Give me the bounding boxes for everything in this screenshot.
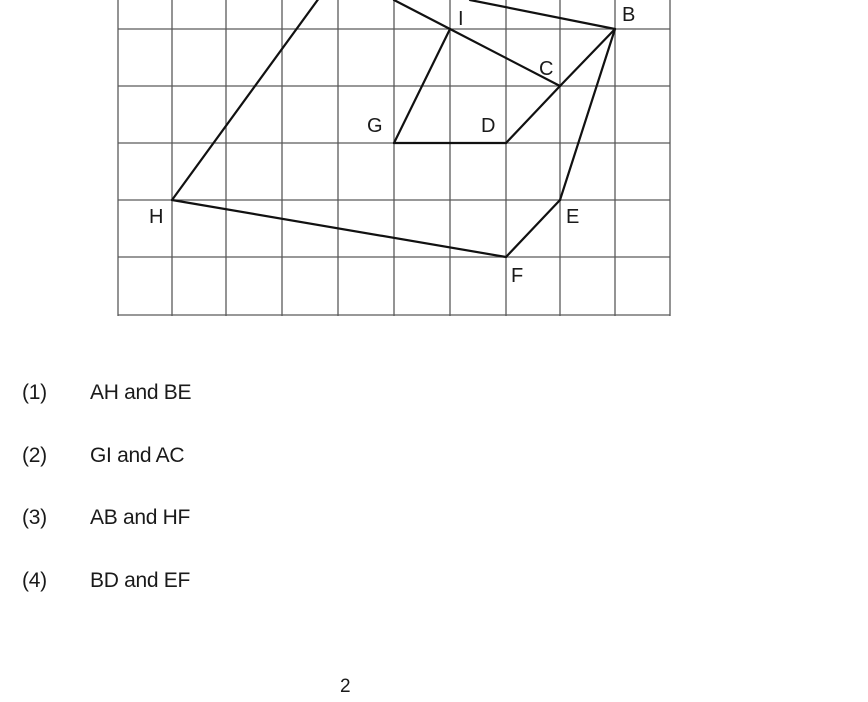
option-number: (4) <box>22 569 47 592</box>
segment-h-f <box>172 200 506 257</box>
grid-figure <box>0 0 868 330</box>
segment-b-e <box>560 29 615 200</box>
label-b: B <box>622 4 636 26</box>
segment-d-c <box>506 86 560 143</box>
option-4[interactable] <box>22 566 190 596</box>
option-2[interactable] <box>22 441 184 471</box>
label-g: G <box>367 115 383 137</box>
option-1[interactable] <box>22 378 191 408</box>
label-d: D <box>481 115 496 137</box>
label-e: E <box>566 206 580 228</box>
segment-to-b <box>470 0 615 29</box>
geometry-diagram <box>0 0 868 330</box>
point-labels <box>149 4 635 287</box>
page-number: 2 <box>340 676 351 697</box>
option-text: AH and BE <box>90 381 192 404</box>
segment-to-i <box>394 0 450 29</box>
segment-h-to-top <box>172 0 322 200</box>
option-text: BD and EF <box>90 569 191 592</box>
label-f: F <box>511 265 524 287</box>
label-i: I <box>458 8 464 30</box>
label-h: H <box>149 206 164 228</box>
option-text: GI and AC <box>90 444 185 467</box>
option-text: AB and HF <box>90 506 191 529</box>
option-3[interactable] <box>22 503 190 533</box>
option-number: (2) <box>22 444 47 467</box>
segment-f-e <box>506 200 560 257</box>
option-number: (1) <box>22 381 47 404</box>
label-c: C <box>539 58 554 80</box>
grid-lines <box>118 0 670 316</box>
option-number: (3) <box>22 506 47 529</box>
